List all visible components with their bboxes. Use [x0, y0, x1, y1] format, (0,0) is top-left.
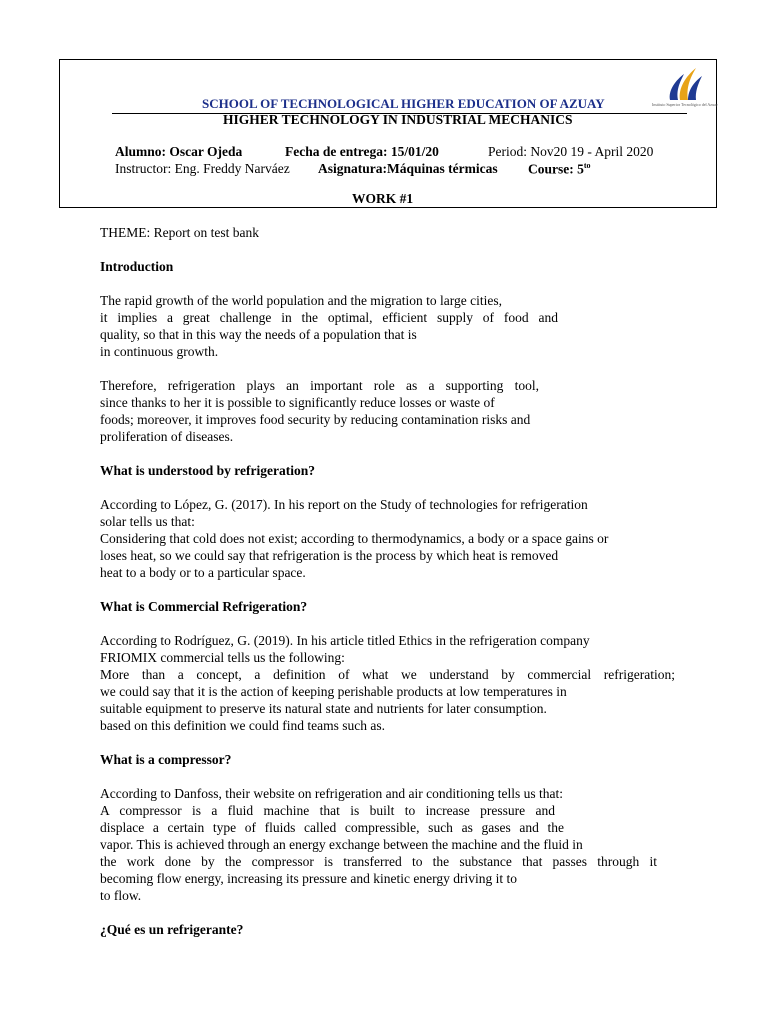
text-line: based on this definition we could find teams such as.	[100, 718, 385, 733]
text-line: According to Danfoss, their website on refrigeration and air conditioning tells us that:	[100, 786, 564, 801]
text-line: heat to a body or to a particular space.	[100, 565, 306, 580]
text-line: the work done by the compressor is transferred to the substance that passes through it	[100, 854, 657, 869]
refrigerant-heading: ¿Qué es un refrigerante?	[100, 922, 244, 937]
period: Period: Nov20 19 - April 2020	[488, 144, 654, 159]
text-line: According to Rodríguez, G. (2019). In his article titled Ethics in the refrigeration company	[100, 633, 590, 648]
text-line: Therefore, refrigeration plays an important role as a supporting tool,	[100, 378, 539, 393]
text-line: since thanks to her it is possible to significantly reduce losses or waste of	[100, 395, 495, 410]
text-line: becoming flow energy, increasing its pressure and kinetic energy driving it to	[100, 871, 518, 886]
text-line: to flow.	[100, 888, 142, 903]
text-line: foods; moreover, it improves food security by reducing contamination risks and	[100, 412, 531, 427]
text-line: quality, so that in this way the needs of a population that is	[100, 327, 417, 342]
compressor-heading: What is a compressor?	[100, 752, 232, 767]
subject: Asignatura:Máquinas térmicas	[318, 161, 498, 176]
text-line: The rapid growth of the world population and the migration to large cities,	[100, 293, 503, 308]
text-line: A compressor is a fluid machine that is built to increase pressure and	[100, 803, 555, 818]
commercial-refrigeration-paragraph	[100, 632, 675, 734]
course-label: Course: 5	[528, 161, 584, 177]
therefore-paragraph	[100, 377, 675, 445]
course	[528, 161, 591, 178]
text-line: it implies a great challenge in the optimal, efficient supply of food and	[100, 310, 558, 325]
introduction-heading: Introduction	[100, 259, 174, 274]
text-line: solar tells us that:	[100, 514, 195, 529]
theme-line: THEME: Report on test bank	[100, 225, 259, 240]
text-line: FRIOMIX commercial tells us the following:	[100, 650, 345, 665]
text-line: According to López, G. (2017). In his report on the Study of technologies for refrigeration	[100, 497, 588, 512]
text-line: we could say that it is the action of keeping perishable products at low temperatures in	[100, 684, 567, 699]
course-superscript: to	[583, 161, 591, 170]
compressor-paragraph	[100, 785, 675, 904]
work-number: WORK #1	[352, 191, 414, 206]
program-name: HIGHER TECHNOLOGY IN INDUSTRIAL MECHANICS	[223, 112, 573, 127]
text-line: vapor. This is achieved through an energy exchange between the machine and the fluid in	[100, 837, 583, 852]
text-line: proliferation of diseases.	[100, 429, 234, 444]
refrigeration-paragraph	[100, 496, 675, 581]
delivery-date: Fecha de entrega: 15/01/20	[285, 144, 439, 159]
instructor: Instructor: Eng. Freddy Narváez	[115, 161, 290, 176]
text-line: in continuous growth.	[100, 344, 219, 359]
document-body	[100, 224, 675, 938]
introduction-paragraph	[100, 292, 675, 360]
text-line: loses heat, so we could say that refrigeration is the process by which heat is removed	[100, 548, 559, 563]
school-name: SCHOOL OF TECHNOLOGICAL HIGHER EDUCATION OF AZUAY	[202, 96, 605, 111]
commercial-refrigeration-heading: What is Commercial Refrigeration?	[100, 599, 308, 614]
student-name: Alumno: Oscar Ojeda	[115, 144, 243, 159]
text-line: displace a certain type of fluids called compressible, such as gases and the	[100, 820, 564, 835]
text-line: More than a concept, a definition of what we understand by commercial refrigeration;	[100, 667, 675, 682]
document-header	[59, 59, 717, 208]
refrigeration-heading: What is understood by refrigeration?	[100, 463, 315, 478]
logo-caption: Instituto Superior Tecnológico del Azuay	[652, 102, 718, 107]
text-line: suitable equipment to preserve its natural state and nutrients for later consumption.	[100, 701, 547, 716]
text-line: Considering that cold does not exist; according to thermodynamics, a body or a space gains or	[100, 531, 609, 546]
